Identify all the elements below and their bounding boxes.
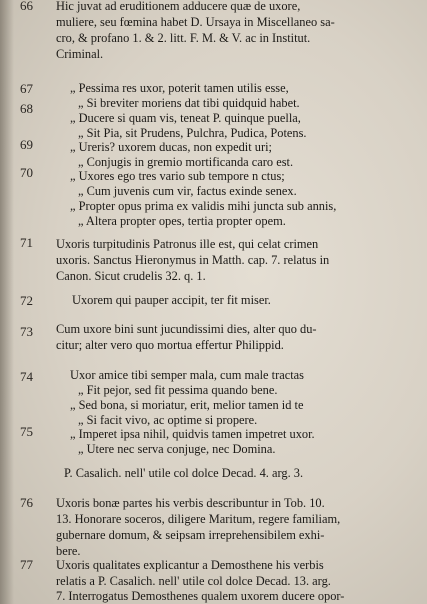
margin-number: 72 [20, 293, 33, 308]
text-line: muliere, seu fœmina habet D. Ursaya in Miscellaneo sa- [56, 15, 335, 29]
verse-line: Uxor amice tibi semper mala, cum male tractas [70, 368, 304, 382]
text-line: relatis a P. Casalich. nell' utile col dolce Decad. 13. arg. [56, 574, 331, 588]
margin-number: 75 [20, 424, 33, 439]
text-line: Canon. Sicut crudelis 32. q. 1. [56, 269, 206, 283]
verse-line: „ Utere nec serva conjuge, nec Domina. [78, 442, 276, 456]
text-line: Uxorem qui pauper accipit, ter fit miser. [72, 293, 271, 307]
margin-number: 67 [20, 81, 33, 96]
text-line: uxoris. Sanctus Hieronymus in Matth. cap. 7. relatus in [56, 253, 330, 267]
text-line: cro, & profano 1. & 2. litt. F. M. & V. ac in Institut. [56, 31, 311, 45]
text-line: citur; alter vero quo mortua effertur Philippid. [56, 338, 284, 352]
verse-line: „ Si facit vivo, ac optime si propere. [78, 413, 258, 427]
verse-line: „ Fit pejor, sed fit pessima quando bene. [78, 383, 278, 397]
verse-line: „ Si breviter moriens dat tibi quidquid habet. [78, 96, 300, 110]
verse-line: „ Pessima res uxor, poterit tamen utilis esse, [70, 81, 289, 95]
text-line: 13. Honorare soceros, diligere Maritum, regere familiam, [56, 512, 341, 526]
verse-line: „ Conjugis in gremio mortificanda caro est. [78, 155, 294, 169]
text-line: Criminal. [56, 47, 104, 61]
verse-line: „ Altera propter opes, tertia propter opem. [78, 214, 286, 228]
margin-number: 76 [20, 495, 33, 510]
verse-line: „ Uxores ego tres vario sub tempore n ctus; [70, 169, 285, 183]
text-line: Uxoris bonæ partes his verbis describuntur in Tob. 10. [56, 496, 325, 510]
margin-number: 70 [20, 165, 33, 180]
text-line: Hic juvat ad eruditionem adducere quæ de uxore, [56, 0, 301, 13]
verse-line: „ Propter opus prima ex validis mihi juncta sub annis, [70, 199, 337, 213]
text-line: 7. Interrogatus Demosthenes qualem uxorem ducere opor- [56, 589, 345, 603]
margin-number: 68 [20, 101, 33, 116]
text-line: Cum uxore bini sunt jucundissimi dies, alter quo du- [56, 322, 317, 336]
margin-number: 71 [20, 235, 33, 250]
text-line: Uxoris qualitates explicantur a Demosthene his verbis [56, 558, 324, 572]
verse-line: „ Ducere si quam vis, teneat P. quinque puella, [70, 111, 301, 125]
text-line: bere. [56, 544, 81, 558]
margin-number: 74 [20, 369, 33, 384]
margin-number: 69 [20, 137, 33, 152]
citation-line: P. Casalich. nell' utile col dolce Decad. 4. arg. 3. [64, 466, 304, 480]
margin-number: 77 [20, 557, 33, 572]
verse-line: „ Sed bona, si moriatur, erit, melior tamen id te [70, 398, 304, 412]
verse-line: „ Sit Pia, sit Prudens, Pulchra, Pudica, Potens. [78, 126, 307, 140]
text-line: gubernare domum, & seipsam irreprehensibilem exhi- [56, 528, 325, 542]
margin-number: 66 [20, 0, 33, 13]
margin-number: 73 [20, 324, 33, 339]
verse-line: „ Imperet ipsa nihil, quidvis tamen impetret uxor. [70, 427, 315, 441]
text-line: Uxoris turpitudinis Patronus ille est, qui celat crimen [56, 237, 319, 251]
verse-line: „ Ureris? uxorem ducas, non expedit uri; [70, 140, 272, 154]
verse-line: „ Cum juvenis cum vir, factus exinde senex. [78, 184, 297, 198]
